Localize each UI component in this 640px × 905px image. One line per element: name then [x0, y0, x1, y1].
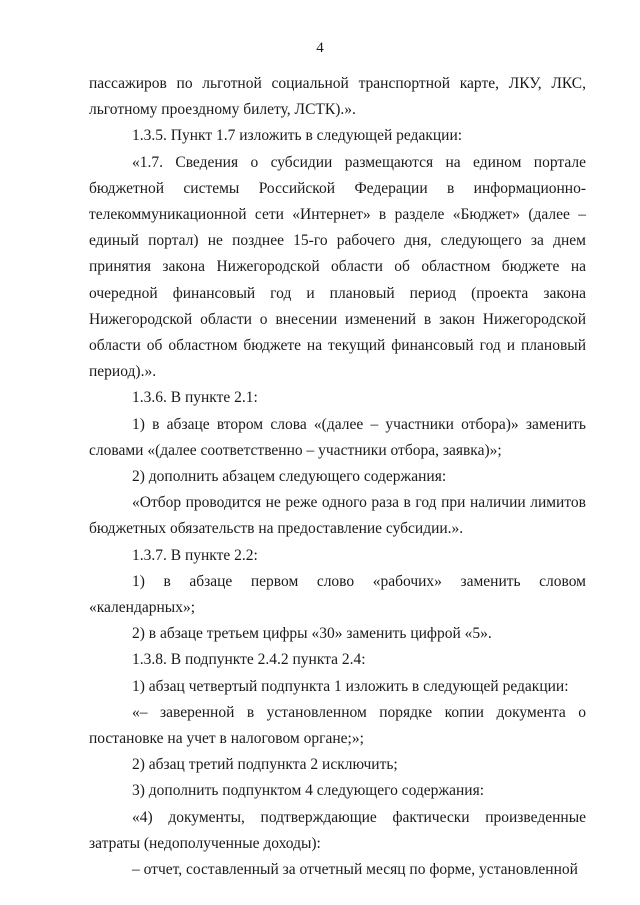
paragraph-subitem-1: 1) абзац четвертый подпункта 1 изложить в следующей редакции: — [132, 677, 569, 695]
paragraph-item-1-3-6: 1.3.6. В пункте 2.1: — [132, 389, 258, 407]
paragraph-item-1-3-7: 1.3.7. В пункте 2.2: — [132, 546, 258, 564]
paragraph-continuation: пассажиров по льготной социальной транспортной карте, ЛКУ, ЛКС, льготному проездному билету, ЛСТК).». — [89, 75, 586, 119]
paragraph-quote-copy: «– заверенной в установленном порядке копии документа о постановке на учет в налоговом органе;»; — [89, 703, 586, 748]
paragraph-subitem-2: 2) в абзаце третьем цифры «30» заменить цифрой «5». — [132, 625, 492, 643]
paragraph-item-1-3-5: 1.3.5. Пункт 1.7 изложить в следующей редакции: — [132, 127, 463, 145]
paragraph-subitem-1: 1) в абзаце первом слово «рабочих» заменить словом «календарных»; — [89, 572, 586, 617]
paragraph-dash-report: – отчет, составленный за отчетный месяц по форме, установленной — [132, 861, 578, 879]
paragraph-subitem-1: 1) в абзаце втором слова «(далее – участники отбора)» заменить словами «(далее соответственно – участники отбора, заявка)»; — [89, 415, 586, 459]
paragraph-quote-selection: «Отбор проводится не реже одного раза в год при наличии лимитов бюджетных обязательств на предоставление субсидии.». — [89, 494, 586, 538]
document-body — [89, 71, 586, 883]
page-number: 4 — [316, 40, 324, 56]
paragraph-quote-documents: «4) документы, подтверждающие фактически произведенные затраты (недополученные доходы): — [89, 808, 586, 852]
paragraph-quote-1-7: «1.7. Сведения о субсидии размещаются на едином портале бюджетной системы Российской Федерации в информационно-телекоммуникационной сети «Интернет» в разделе «Бюджет» (далее – единый портал) не позднее 15-го рабочего дня, следующего за днем принятия закона Нижегородской области об областном бюджете на очередной финансовый год и плановый период (проекта закона Нижегородской области о внесении изменений в закон Нижегородской области об областном бюджете на текущий финансовый год и плановый период).». — [89, 153, 586, 381]
paragraph-subitem-3: 3) дополнить подпунктом 4 следующего содержания: — [132, 782, 485, 800]
paragraph-subitem-2: 2) дополнить абзацем следующего содержания: — [132, 468, 447, 486]
paragraph-subitem-2: 2) абзац третий подпункта 2 исключить; — [132, 756, 398, 774]
paragraph-item-1-3-8: 1.3.8. В подпункте 2.4.2 пункта 2.4: — [132, 651, 366, 669]
